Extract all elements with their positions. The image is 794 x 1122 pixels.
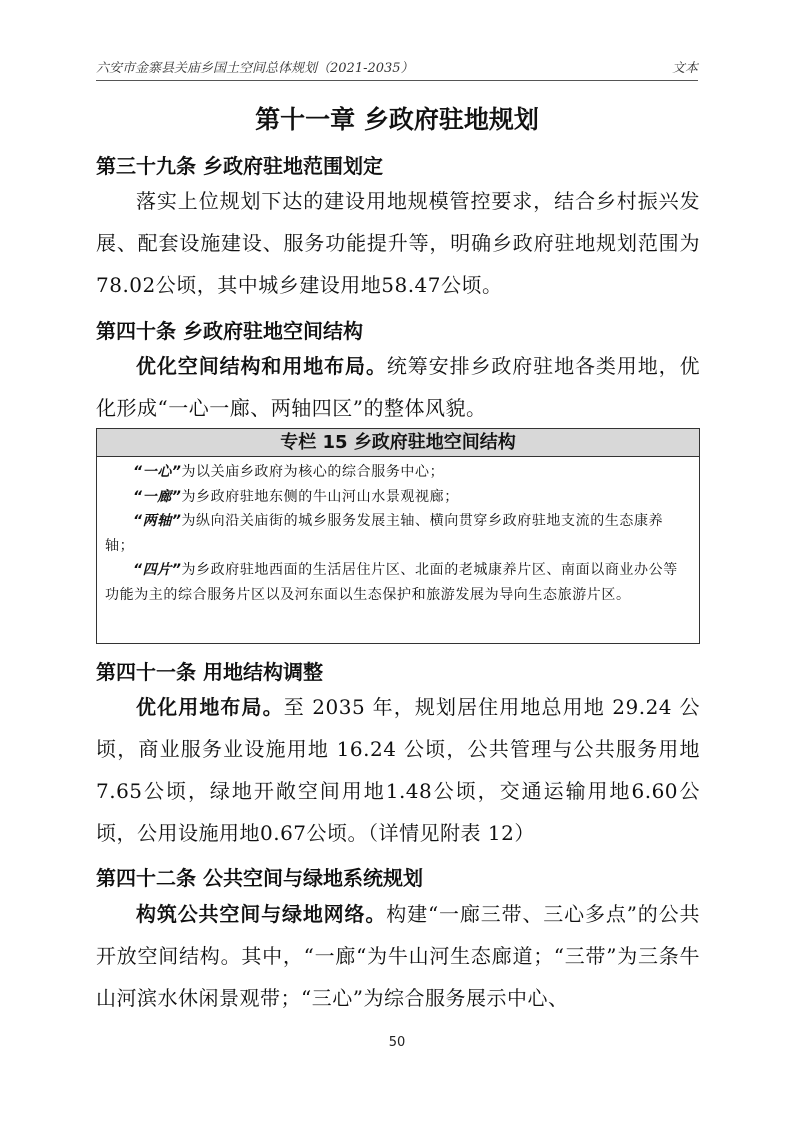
- article-42-text: 构建“一廊三带、三心多点”的公共开放空间结构。其中，“一廊“为牛山河生态廊道；“三带”为三条牛山河滨水休闲景观带；“三心”为综合服务展示中心、: [96, 902, 701, 1010]
- chapter-title: 第十一章 乡政府驻地规划: [255, 105, 539, 134]
- box-title: 专栏 15 乡政府驻地空间结构: [97, 429, 699, 457]
- article-41-lead: 优化用地布局。: [136, 695, 284, 719]
- box-item-key: “四片”: [133, 562, 182, 578]
- article-39-heading: 第三十九条 乡政府驻地范围划定: [96, 154, 383, 178]
- box-item-text: 为乡政府驻地西面的生活居住片区、北面的老城康养片区、南面以商业办公等功能为主的综合服务片区以及河东面以生态保护和旅游发展为导向生态旅游片区。: [105, 562, 678, 603]
- box-item-key: “一心”: [133, 464, 182, 480]
- page-number: 50: [388, 1035, 406, 1050]
- box-item: [105, 558, 691, 607]
- article-41-body: [96, 686, 700, 854]
- box-item: [105, 485, 691, 510]
- page-header: [96, 58, 698, 81]
- article-42-body: [96, 893, 700, 1019]
- box-item-text: 为以关庙乡政府为核心的综合服务中心；: [181, 464, 445, 480]
- header-document-title: 六安市金寨县关庙乡国土空间总体规划（2021-2035）: [96, 61, 414, 76]
- article-40-heading: 第四十条 乡政府驻地空间结构: [96, 319, 363, 343]
- article-39-body: [96, 180, 700, 306]
- article-42-heading: 第四十二条 公共空间与绿地系统规划: [96, 866, 423, 890]
- article-42-lead: 构筑公共空间与绿地网络。: [136, 902, 387, 926]
- article-39-text: 落实上位规划下达的建设用地规模管控要求，结合乡村振兴发展、配套设施建设、服务功能提升等，明确乡政府驻地规划范围为78.02公顷，其中城乡建设用地58.47公顷。: [96, 189, 700, 297]
- article-40-lead: 优化空间结构和用地布局。: [136, 354, 387, 378]
- box-item: [105, 509, 691, 558]
- article-40-text: 统筹安排乡政府驻地各类用地，优化形成“一心一廊、两轴四区”的整体风貌。: [96, 354, 701, 420]
- article-41-text: 至 2035 年，规划居住用地总用地 29.24 公顷，商业服务业设施用地 16.24 公顷，公共管理与公共服务用地7.65公顷，绿地开敞空间用地1.48公顷，交通运输用地6.60公顷，公用设施用地0.67公顷。（详情见附表 12）: [96, 695, 700, 845]
- sidebar-box: [96, 428, 700, 644]
- box-item-key: “一廊”: [133, 488, 182, 505]
- box-item: [105, 460, 691, 485]
- box-item-text: 为纵向沿关庙街的城乡服务发展主轴、横向贯穿乡政府驻地支流的生态康养轴；: [105, 513, 664, 554]
- header-document-type: 文本: [671, 61, 698, 76]
- article-40-body: [96, 345, 700, 429]
- box-item-key: “两轴”: [133, 513, 182, 529]
- article-41-heading: 第四十一条 用地结构调整: [96, 660, 323, 684]
- box-body: [97, 457, 699, 607]
- box-item-text: 为乡政府驻地东侧的牛山河山水景观视廊；: [181, 488, 459, 505]
